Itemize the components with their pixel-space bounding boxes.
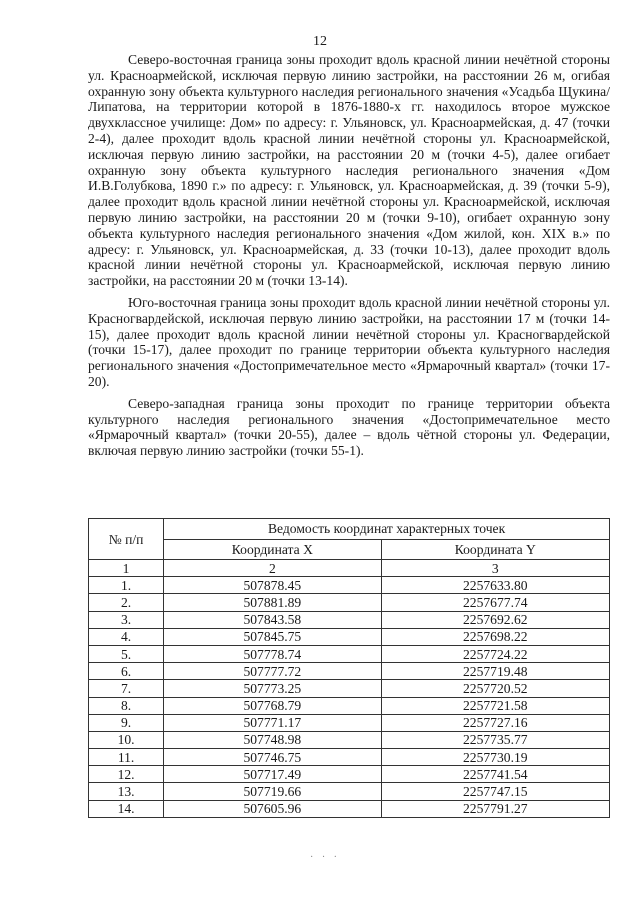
point-number-cell: 14. xyxy=(89,800,164,817)
point-number-cell: 13. xyxy=(89,783,164,800)
paragraph-northeast-border: Северо-восточная граница зоны проходит вдоль красной линии нечётной стороны ул. Красноармейской, исключая первую линию застройки, на расстоянии 26 м, огибая охранную зону объекта культурного наследия регионального значения «Усадьба Щукина/Липатова, на территории которой в 1876-1880-х гг. находилось второе мужское двухклассное училище: Дом» по адресу: г. Ульяновск, ул. Красноармейская, д. 47 (точки 2-4), далее проходит вдоль красной линии нечётной стороны ул. Красноармейской, исключая первую линию застройки, на расстоянии 20 м (точки 4-5), далее огибает охранную зону объекта культурного наследия регионального значения «Дом И.В.Голубкова, 1890 г.» по адресу: г. Ульяновск, ул. Красноармейская, д. 39 (точки 5-9), далее проходит вдоль красной линии нечётной стороны ул. Красноармейской, исключая первую линию застройки, на расстоянии 20 м (точки 9-10), огибает охранную зону объекта культурного наследия регионального значения «Дом жилой, кон. XIX в.» по адресу: г. Ульяновск, ул. Красноармейская, д. 33 (точки 10-13), далее проходит вдоль красной линии нечётной стороны ул. Красноармейской, исключая первую линию застройки, на расстоянии 20 м (точки 13-14). xyxy=(88,52,610,289)
table-row xyxy=(89,749,610,766)
coordinate-y-cell: 2257698.22 xyxy=(381,628,609,645)
table-header-row xyxy=(89,519,610,540)
coordinate-x-cell: 507746.75 xyxy=(164,749,381,766)
coordinate-y-cell: 2257727.16 xyxy=(381,714,609,731)
column-number-row xyxy=(89,560,610,577)
coordinate-x-cell: 507771.17 xyxy=(164,714,381,731)
point-number-cell: 10. xyxy=(89,731,164,748)
paragraph-northwest-border: Северо-западная граница зоны проходит по границе территории объекта культурного наследия регионального значения «Достопримечательное место «Ярмарочный квартал» (точки 20-55), далее – вдоль чётной стороны ул. Федерации, включая первую линию застройки (точки 55-1). xyxy=(88,395,610,459)
page-number: 12 xyxy=(313,34,327,49)
coordinate-x-cell: 507773.25 xyxy=(164,680,381,697)
point-number-cell: 6. xyxy=(89,663,164,680)
coordinate-x-cell: 507768.79 xyxy=(164,697,381,714)
coordinates-table xyxy=(88,518,610,818)
scan-artifact: · · · xyxy=(310,852,340,863)
coordinate-x-cell: 507878.45 xyxy=(164,577,381,594)
header-coordinate-y: Координата Y xyxy=(381,539,609,560)
coordinate-y-cell: 2257721.58 xyxy=(381,697,609,714)
table-row xyxy=(89,611,610,628)
point-number-cell: 2. xyxy=(89,594,164,611)
coordinate-x-cell: 507777.72 xyxy=(164,663,381,680)
point-number-cell: 5. xyxy=(89,645,164,662)
coordinate-x-cell: 507719.66 xyxy=(164,783,381,800)
coordinate-x-cell: 507748.98 xyxy=(164,731,381,748)
coordinate-y-cell: 2257735.77 xyxy=(381,731,609,748)
document-body xyxy=(88,52,610,459)
table-row xyxy=(89,645,610,662)
point-number-cell: 9. xyxy=(89,714,164,731)
point-number-cell: 3. xyxy=(89,611,164,628)
column-number: 3 xyxy=(381,560,609,577)
column-number: 2 xyxy=(164,560,381,577)
column-number: 1 xyxy=(89,560,164,577)
table-row xyxy=(89,663,610,680)
coordinate-x-cell: 507717.49 xyxy=(164,766,381,783)
table-row xyxy=(89,577,610,594)
header-coordinate-x: Координата X xyxy=(164,539,381,560)
table-row xyxy=(89,628,610,645)
coordinate-y-cell: 2257720.52 xyxy=(381,680,609,697)
coordinate-y-cell: 2257677.74 xyxy=(381,594,609,611)
table-row xyxy=(89,680,610,697)
coordinate-y-cell: 2257791.27 xyxy=(381,800,609,817)
coordinate-y-cell: 2257747.15 xyxy=(381,783,609,800)
table-subheader-row xyxy=(89,539,610,560)
point-number-cell: 7. xyxy=(89,680,164,697)
point-number-cell: 11. xyxy=(89,749,164,766)
coordinate-y-cell: 2257724.22 xyxy=(381,645,609,662)
coordinate-x-cell: 507881.89 xyxy=(164,594,381,611)
header-number: № п/п xyxy=(89,519,164,560)
table-row xyxy=(89,714,610,731)
coordinate-y-cell: 2257719.48 xyxy=(381,663,609,680)
paragraph-southeast-border: Юго-восточная граница зоны проходит вдоль красной линии нечётной стороны ул. Красногвардейской, исключая первую линию застройки, на расстоянии 17 м (точки 14-15), далее проходит вдоль красной линии нечётной стороны ул. Красногвардейской (точки 15-17), далее проходит по границе территории объекта культурного наследия регионального значения «Достопримечательное место «Ярмарочный квартал» (точки 17-20). xyxy=(88,294,610,389)
coordinate-y-cell: 2257692.62 xyxy=(381,611,609,628)
coordinate-x-cell: 507845.75 xyxy=(164,628,381,645)
coordinate-y-cell: 2257633.80 xyxy=(381,577,609,594)
header-title: Ведомость координат характерных точек xyxy=(164,519,610,540)
table-row xyxy=(89,783,610,800)
point-number-cell: 4. xyxy=(89,628,164,645)
point-number-cell: 12. xyxy=(89,766,164,783)
table-row xyxy=(89,766,610,783)
table-row xyxy=(89,594,610,611)
table-row xyxy=(89,731,610,748)
coordinate-x-cell: 507605.96 xyxy=(164,800,381,817)
coordinate-y-cell: 2257741.54 xyxy=(381,766,609,783)
table-row xyxy=(89,800,610,817)
table-row xyxy=(89,697,610,714)
coordinate-x-cell: 507778.74 xyxy=(164,645,381,662)
point-number-cell: 1. xyxy=(89,577,164,594)
coordinate-x-cell: 507843.58 xyxy=(164,611,381,628)
coordinate-y-cell: 2257730.19 xyxy=(381,749,609,766)
point-number-cell: 8. xyxy=(89,697,164,714)
